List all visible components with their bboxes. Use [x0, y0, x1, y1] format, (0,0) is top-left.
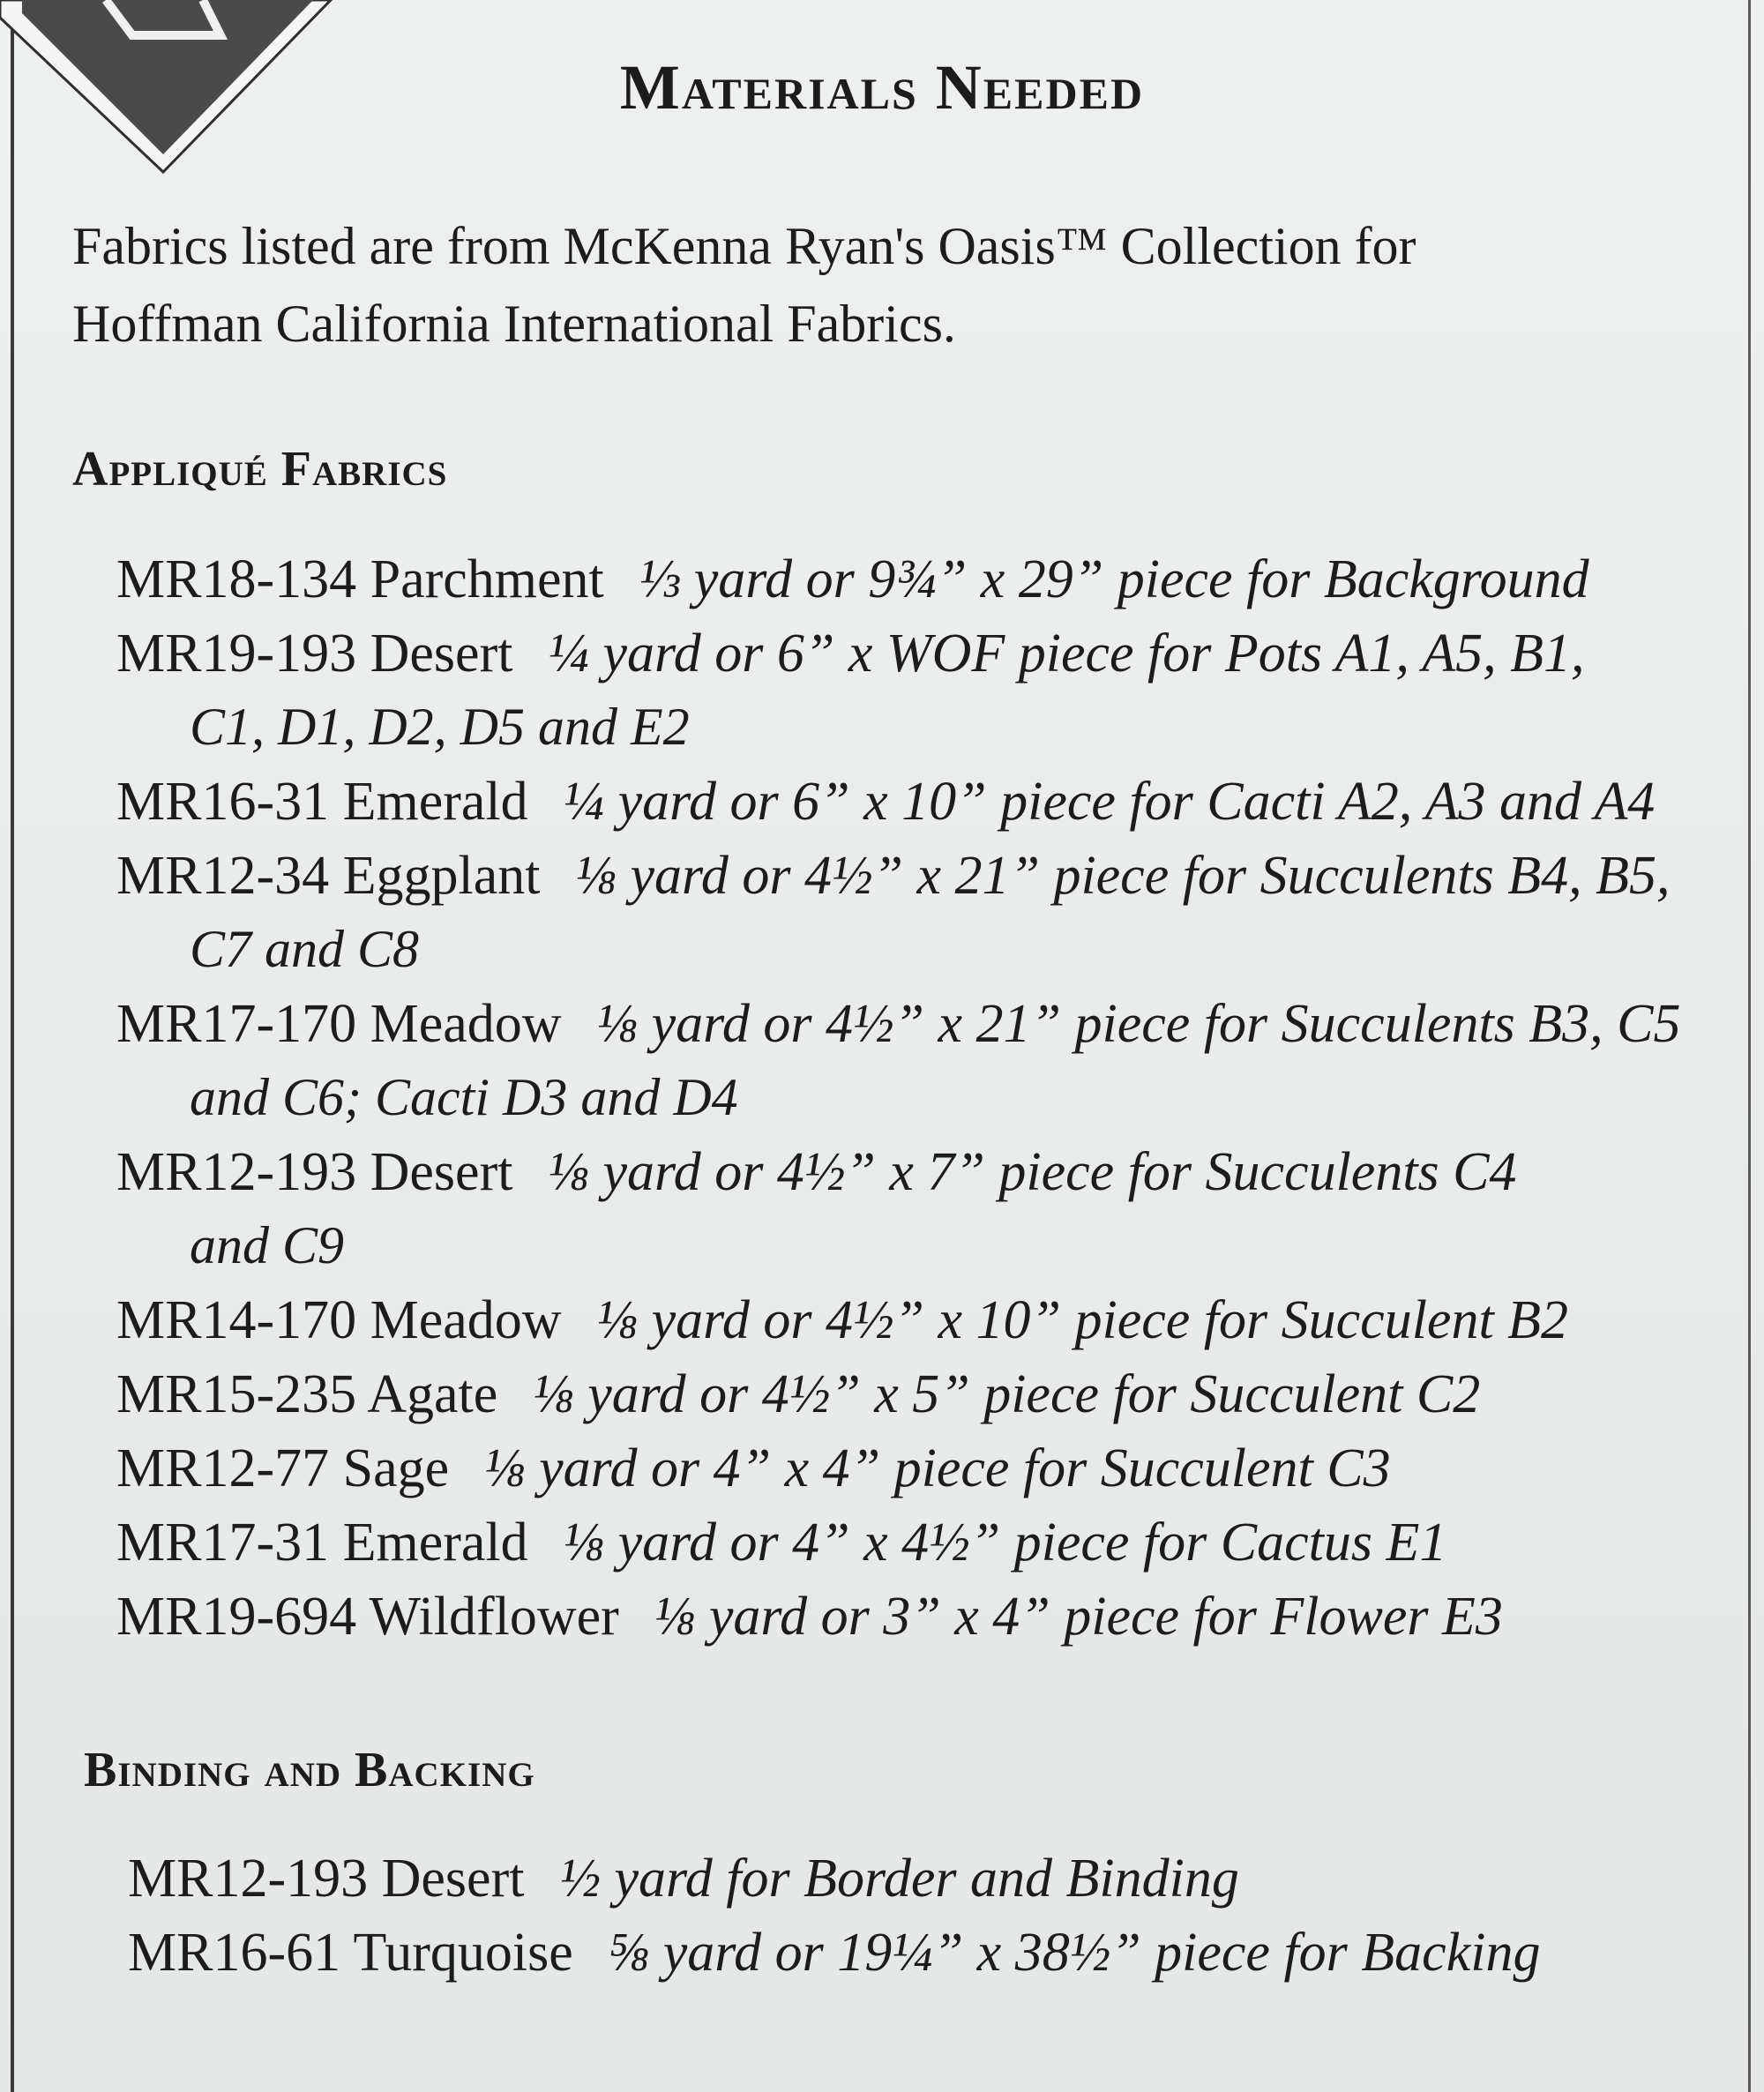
fabric-row — [116, 993, 1681, 1056]
fabric-description-continued: C1, D1, D2, D5 and E2 — [190, 698, 690, 756]
fabric-code: MR12-193 Desert — [128, 1849, 525, 1909]
fabric-code: MR17-31 Emerald — [116, 1513, 528, 1573]
fabric-code: MR16-31 Emerald — [116, 772, 528, 832]
fabric-description: ⅝ yard or 19¼” x 38½” piece for Backing — [608, 1923, 1541, 1983]
page-title: Materials Needed — [619, 52, 1145, 123]
fabric-code: MR17-170 Meadow — [116, 994, 562, 1054]
fabric-description: ⅛ yard or 4” x 4½” piece for Cactus E1 — [563, 1513, 1447, 1573]
fabric-row — [116, 771, 1655, 833]
fabric-description-continued: and C9 — [190, 1216, 345, 1274]
fabric-description-continued: C7 and C8 — [190, 920, 420, 978]
fabric-row — [116, 845, 1670, 908]
binding-heading: Binding and Backing — [84, 1743, 535, 1797]
fabric-code: MR12-77 Sage — [116, 1438, 450, 1498]
fabric-code: MR16-61 Turquoise — [128, 1923, 573, 1983]
fabric-description: ⅛ yard or 4½” x 5” piece for Succulent C2 — [533, 1364, 1481, 1424]
fabric-code: MR18-134 Parchment — [116, 549, 604, 609]
fabric-description: ¼ yard or 6” x 10” piece for Cacti A2, A3 and A4 — [563, 772, 1656, 832]
left-border-rule — [11, 0, 14, 2092]
fabric-description: ⅛ yard or 3” x 4” piece for Flower E3 — [654, 1587, 1503, 1647]
fabric-row — [116, 1512, 1446, 1574]
fabric-description: ¼ yard or 6” x WOF piece for Pots A1, A5, B1, — [548, 624, 1585, 684]
fabric-description: ⅛ yard or 4½” x 21” piece for Succulents B3, C5 — [596, 994, 1681, 1054]
fabric-description: ½ yard for Border and Binding — [559, 1849, 1239, 1909]
fabric-row — [116, 1141, 1517, 1204]
fabric-description: ⅓ yard or 9¾” x 29” piece for Background — [639, 549, 1589, 609]
fabric-code: MR14-170 Meadow — [116, 1290, 562, 1350]
fabric-row — [116, 1438, 1391, 1500]
fabric-description: ⅛ yard or 4½” x 10” piece for Succulent B2 — [596, 1290, 1569, 1350]
fabric-description: ⅛ yard or 4½” x 21” piece for Succulents B4, B5, — [575, 846, 1671, 906]
intro-paragraph — [72, 207, 1730, 362]
fabric-code: MR19-193 Desert — [116, 624, 513, 684]
fabric-row — [128, 1922, 1540, 1984]
applique-heading: Appliqué Fabrics — [72, 442, 448, 497]
fabric-code: MR19-694 Wildflower — [116, 1587, 619, 1647]
fabric-code: MR15-235 Agate — [116, 1364, 498, 1424]
fabric-row — [116, 1364, 1480, 1426]
fabric-description: ⅛ yard or 4½” x 7” piece for Succulents C4 — [548, 1142, 1517, 1202]
fabric-row — [116, 623, 1584, 685]
fabric-description-continued: and C6; Cacti D3 and D4 — [190, 1068, 738, 1126]
fabric-row — [116, 1586, 1503, 1648]
intro-line: Fabrics listed are from McKenna Ryan's Oasis™ Collection for — [72, 217, 1416, 275]
fabric-code: MR12-34 Eggplant — [116, 846, 541, 906]
right-border-rule — [1748, 0, 1751, 2092]
intro-line: Hoffman California International Fabrics. — [72, 295, 956, 353]
fabric-code: MR12-193 Desert — [116, 1142, 513, 1202]
fabric-row — [128, 1848, 1239, 1910]
fabric-description: ⅛ yard or 4” x 4” piece for Succulent C3 — [484, 1438, 1391, 1498]
fabric-row — [116, 549, 1589, 611]
fabric-row — [116, 1289, 1568, 1352]
